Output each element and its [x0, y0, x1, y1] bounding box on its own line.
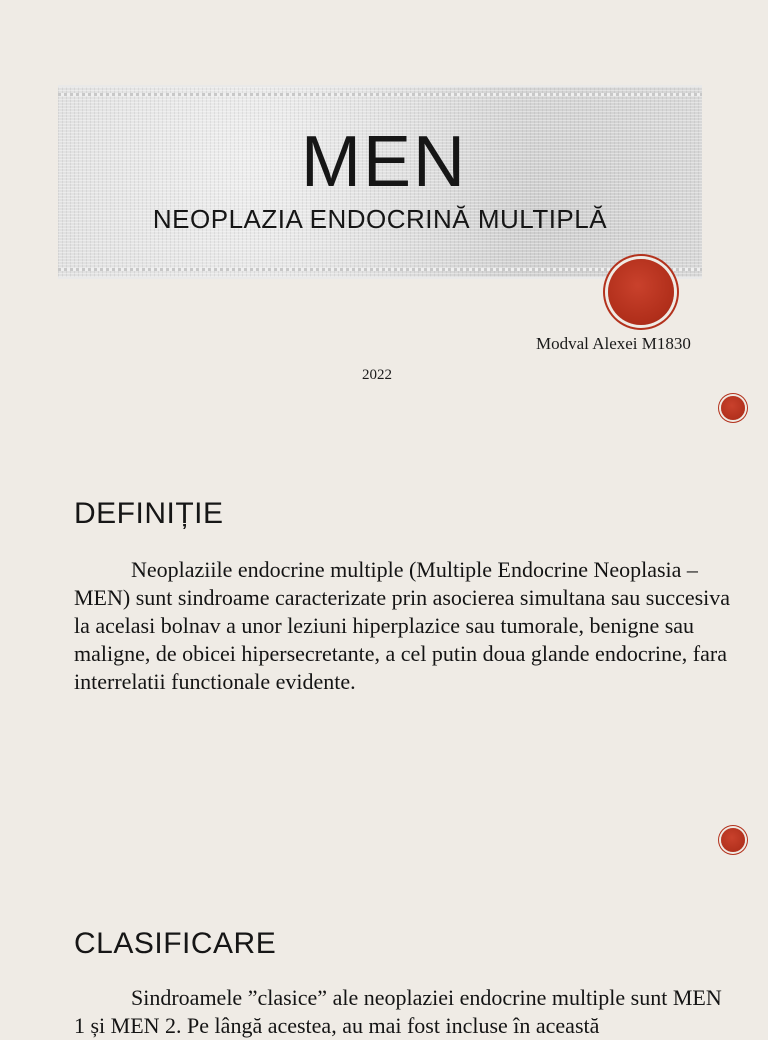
decorative-circle-icon — [721, 828, 745, 852]
definition-slide — [0, 432, 768, 864]
slide-heading: DEFINIȚIE — [74, 497, 224, 530]
subtitle: NEOPLAZIA ENDOCRINĂ MULTIPLĂ — [152, 204, 608, 234]
title-slide — [0, 0, 768, 432]
slide-body-text: Sindroamele ”clasice” ale neoplaziei endocrine multiple sunt MEN 1 și MEN 2. Pe lângă acestea, au mai fost incluse în această — [74, 985, 722, 1038]
decorative-circle-icon — [608, 259, 674, 325]
slide-body-text: Neoplaziile endocrine multiple (Multiple Endocrine Neoplasia – MEN) sunt sindroame caracterizate prin asocierea simultana sau succesiva la acelasi bolnav a unor leziuni hiperplazice sau tumorale, benigne sau maligne, de obicei hipersecretante, a cel putin doua glande endocrine, fara interrelatii functionale evidente. — [74, 557, 731, 694]
classification-slide — [0, 864, 768, 1038]
slide-heading: CLASIFICARE — [74, 927, 277, 960]
author-name: Modval Alexei M1830 — [536, 334, 691, 353]
year: 2022 — [362, 367, 392, 383]
decorative-circle-icon — [721, 396, 745, 420]
main-title: MEN — [301, 122, 467, 202]
